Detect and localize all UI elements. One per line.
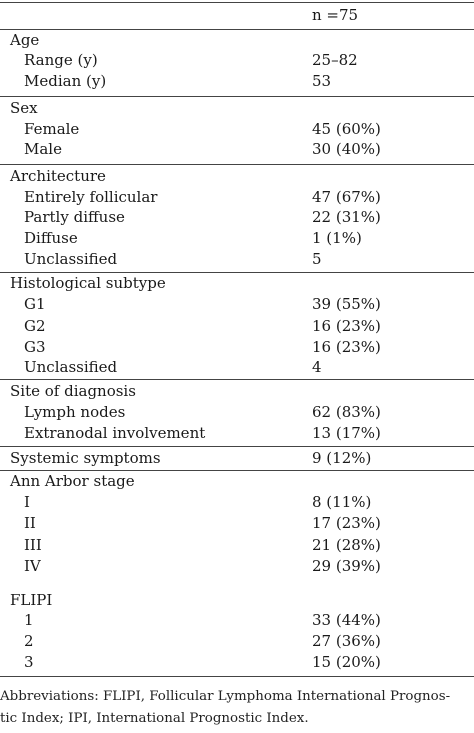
row-value: 30 (40%) [312,140,381,158]
row-value: 47 (67%) [312,188,381,206]
row-value: 62 (83%) [312,403,381,421]
row-label: G2 [24,317,46,335]
row-value: 15 (20%) [312,653,381,671]
footnote-line: Abbreviations: FLIPI, Follicular Lymphoma International Prognos- [0,689,451,704]
row-label: I [24,493,30,511]
header-rule [0,29,474,30]
row-label: Partly diffuse [24,208,125,226]
row-label: Range (y) [24,51,98,69]
row-value: 22 (31%) [312,208,381,226]
row-value: 21 (28%) [312,536,381,554]
row-value: 53 [312,72,332,90]
row-label: IV [24,557,41,575]
row-value: 13 (17%) [312,424,381,442]
group-label: Site of diagnosis [10,382,136,400]
row-value: 9 (12%) [312,449,372,467]
row-label: Diffuse [24,229,78,247]
header-col2: n =75 [312,6,359,24]
row-label: 1 [24,611,34,629]
table-top-rule [0,2,474,3]
row-value: 33 (44%) [312,611,381,629]
row-value: 8 (11%) [312,493,372,511]
row-value: 39 (55%) [312,295,381,313]
row-label: III [24,536,42,554]
row-label: Median (y) [24,72,107,90]
row-label: 2 [24,632,34,650]
group-label: Architecture [10,167,106,185]
row-label: G1 [24,295,46,313]
footnote-line: tic Index; IPI, International Prognostic Index. [0,711,309,726]
row-label: II [24,514,36,532]
table-bottom-rule [0,676,474,677]
group-label: Age [10,31,40,49]
group-label: Ann Arbor stage [10,472,135,490]
group-rule [0,379,474,380]
group-rule [0,96,474,97]
row-value: 16 (23%) [312,317,381,335]
row-label: G3 [24,338,46,356]
group-label: FLIPI [10,591,53,609]
row-label: Lymph nodes [24,403,126,421]
group-label: Histological subtype [10,274,166,292]
row-value: 16 (23%) [312,338,381,356]
group-label: Sex [10,99,38,117]
row-value: 27 (36%) [312,632,381,650]
row-value: 4 [312,358,322,376]
row-label: Extranodal involvement [24,424,206,442]
row-value: 1 (1%) [312,229,362,247]
row-label: 3 [24,653,34,671]
row-label: Entirely follicular [24,188,158,206]
table-footnote [0,686,474,730]
row-value: 17 (23%) [312,514,381,532]
group-label: Systemic symptoms [10,449,161,467]
row-value: 5 [312,250,322,268]
group-rule [0,164,474,165]
row-label: Male [24,140,62,158]
row-label: Unclassified [24,250,118,268]
group-rule [0,446,474,447]
row-label: Female [24,120,80,138]
row-value: 25–82 [312,51,358,69]
row-value: 45 (60%) [312,120,381,138]
row-label: Unclassified [24,358,118,376]
row-value: 29 (39%) [312,557,381,575]
